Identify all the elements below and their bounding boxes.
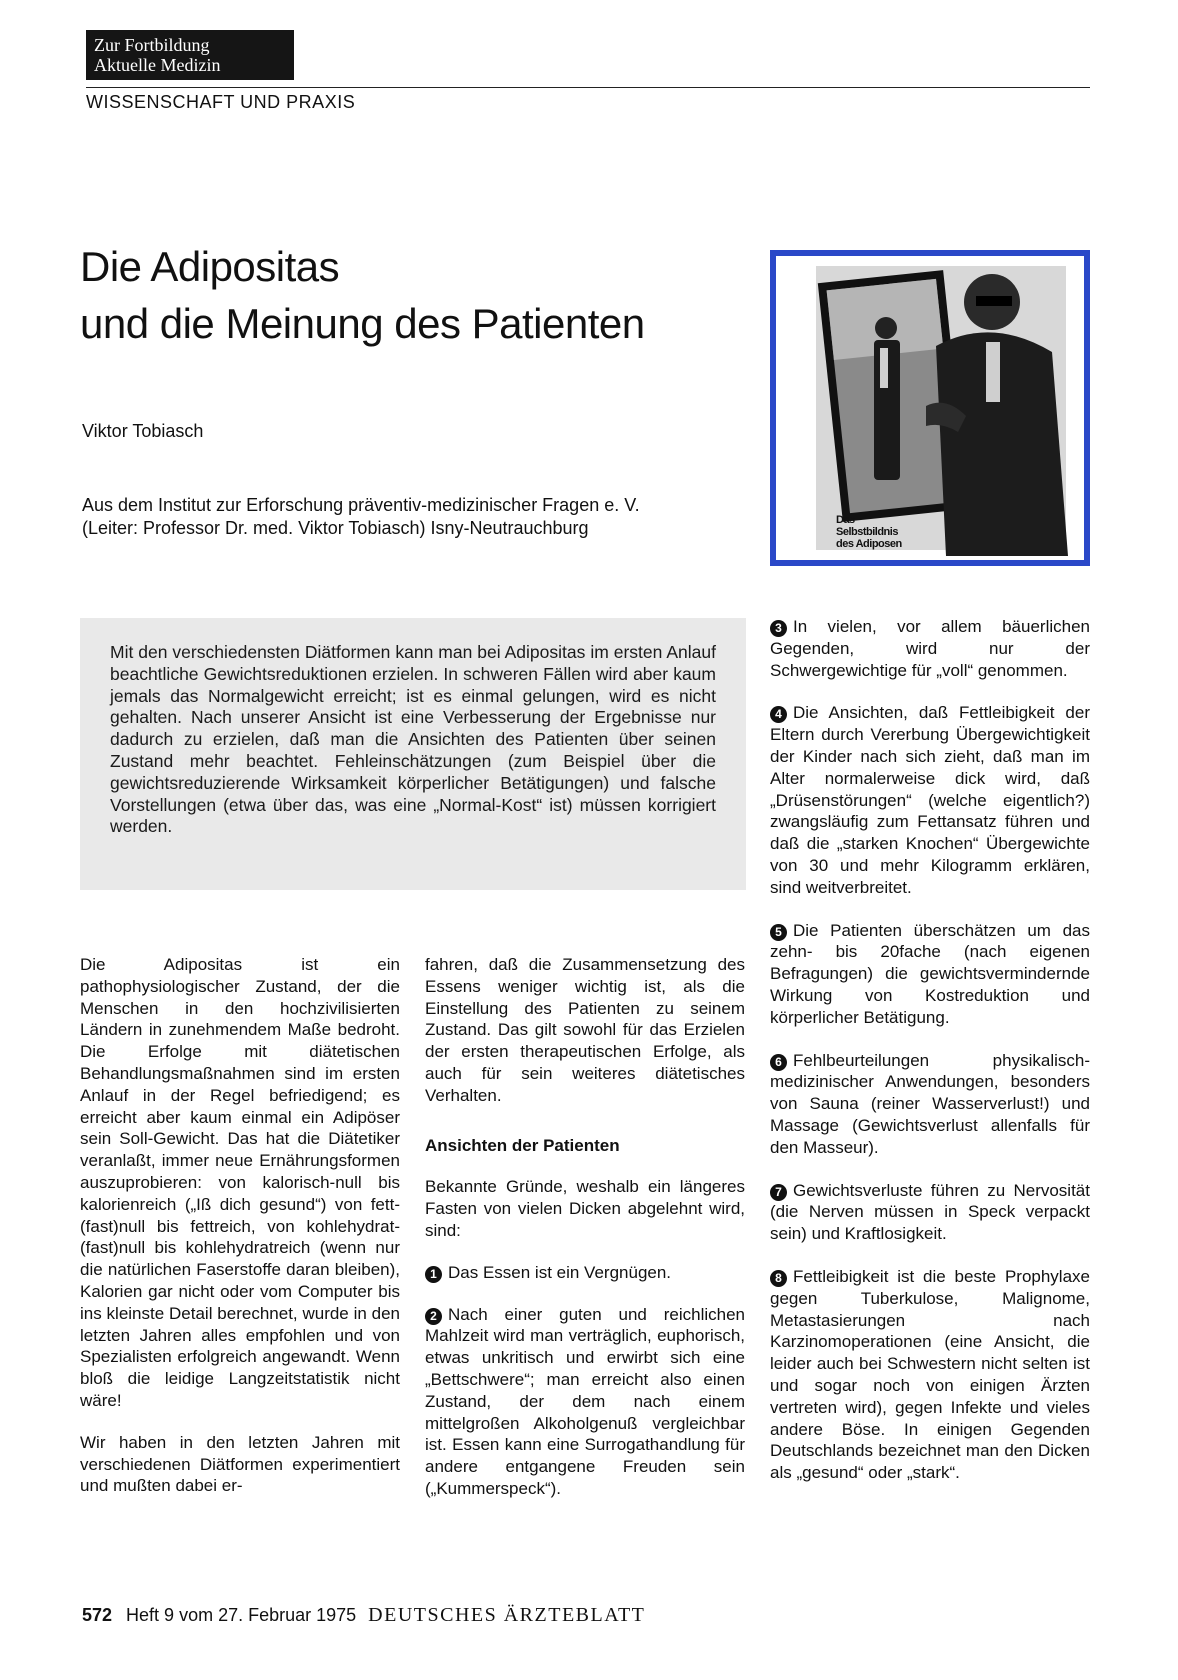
badge-line-1: Zur Fortbildung — [94, 35, 210, 55]
list-item-text: Gewichtsverluste führen zu Nervosität (die Nerven müssen in Speck verpackt sein) und Kraftlosigkeit. — [770, 1180, 1090, 1244]
author: Viktor Tobiasch — [82, 421, 204, 441]
header-rule — [86, 87, 1090, 88]
number-bullet-icon: 8 — [770, 1270, 787, 1287]
number-bullet-icon: 5 — [770, 924, 787, 941]
caption-line-1: Das Selbstbildnis — [836, 514, 898, 538]
list-item — [770, 1180, 1090, 1245]
body-column-1 — [80, 954, 400, 1517]
list-item — [770, 920, 1090, 1029]
section-badge — [86, 30, 294, 80]
photo-illustration — [776, 256, 1084, 560]
title-line-2: und die Meinung des Patienten — [80, 300, 645, 347]
body-column-3 — [770, 616, 1090, 1505]
article-title — [80, 238, 645, 352]
journal-name: DEUTSCHES ÄRZTEBLATT — [368, 1604, 646, 1626]
number-bullet-icon: 7 — [770, 1184, 787, 1201]
list-item-text: In vielen, vor allem bäuerlichen Gegenden, wird nur der Schwergewichtige für „voll“ genommen. — [770, 617, 1090, 680]
abstract-text: Mit den verschiedensten Diätformen kann man bei Adipositas im ersten Anlauf beachtliche Gewichtsreduktionen erzielen. In schweren Fällen wird aber kaum jemals das Normalgewicht erreicht; ist es einmal gelungen, wird es nicht gehalten. Nach unserer Ansicht ist eine Verbesserung der Ergebnisse nur dadurch zu erzielen, daß man die Ansichten des Patienten über seinen Zustand mehr beachtet. Fehleinschätzungen (zum Beispiel über die gewichtsreduzierende Wirksamkeit körperlicher Betätigungen) und falsche Vorstellungen (etwa über das, was eine „Normal-Kost“ ist) müssen korrigiert werden. — [110, 642, 716, 837]
number-bullet-icon: 1 — [425, 1266, 442, 1283]
list-item — [770, 1266, 1090, 1484]
affiliation-line-2: (Leiter: Professor Dr. med. Viktor Tobiasch) Isny-Neutrauchburg — [82, 518, 589, 538]
section-label: WISSENSCHAFT UND PRAXIS — [86, 92, 356, 112]
figure-caption — [836, 514, 916, 550]
paragraph: fahren, daß die Zusammensetzung des Essens weniger wichtig ist, als die Einstellung des Patienten zu seinem Zustand. Das gilt sowohl für das Erzielen der ersten therapeutischen Erfolge, als auch für sein weiteres diätetisches Verhalten. — [425, 955, 745, 1105]
number-bullet-icon: 2 — [425, 1308, 442, 1325]
list-item — [425, 1262, 745, 1284]
list-item-text: Die Ansichten, daß Fettleibigkeit der Eltern durch Vererbung Übergewichtigkeit der Kinder nach sich zieht, daß man im Alter normalerweise dick wird, daß „Drüsenstörungen“ (welche eigentlich?) zwangsläufig zum Fettansatz führen und daß die „starken Knochen“ Übergewichte von 30 und mehr Kilogramm erklären, sind weitverbreitet. — [770, 703, 1090, 897]
affiliation-line-1: Aus dem Institut zur Erforschung präventiv-medizinischer Fragen e. V. — [82, 495, 640, 515]
number-bullet-icon: 6 — [770, 1054, 787, 1071]
photo-figure — [770, 250, 1090, 566]
paragraph: Die Adipositas ist ein pathophysiologischer Zustand, der die Menschen in den hochzivilisierten Ländern in zunehmendem Maße bedroht. Die Erfolge mit diätetischen Behandlungsmaßnahmen sind im ersten Anlauf in der Regel befriedigend; es erreicht aber kaum einmal ein Adipöser sein Soll-Gewicht. Das hat die Diätetiker veranlaßt, immer neue Ernährungsformen auszuprobieren: von kalorisch-null bis kalorienreich („Iß dich gesund“) von fett-(fast)null bis fettreich, von kohlehydrat-(fast)null bis kohlehydratreich (wenn nur die natürlichen Faserstoffe daran bleiben), Kalorien gar nicht oder vom Computer bis ins kleinste Detail berechnet, wurde in den letzten Jahren alles empfohlen und von Spezialisten erfolgreich angewandt. Wenn bloß die leidige Langzeitstatistik nicht wäre! — [80, 955, 400, 1410]
page-number: 572 — [82, 1605, 113, 1625]
issue-info: Heft 9 vom 27. Februar 1975 — [126, 1605, 357, 1625]
paragraph: Bekannte Gründe, weshalb ein längeres Fasten von vielen Dicken abgelehnt wird, sind: — [425, 1177, 745, 1240]
number-bullet-icon: 4 — [770, 706, 787, 723]
list-item-text: Das Essen ist ein Vergnügen. — [448, 1262, 672, 1282]
list-item-text: Fehlbeurteilungen physikalisch-medizinischer Anwendungen, besonders von Sauna (reiner Wasserverlust!) und Massage (Gewichtsverlust allenfalls für den Masseur). — [770, 1050, 1090, 1157]
abstract-box — [80, 618, 746, 890]
caption-line-2: des Adiposen — [836, 538, 902, 550]
badge-line-2: Aktuelle Medizin — [94, 55, 221, 75]
list-item-text: Nach einer guten und reichlichen Mahlzeit wird man verträglich, euphorisch, etwas unkritisch und erwirbt sich eine „Bettschwere“; man erreicht also einen Zustand, der dem nach einem mittelgroßen Alkoholgenuß vergleichbar ist. Essen kann eine Surrogathandlung für andere entgangene Freuden sein („Kummerspeck“). — [425, 1304, 745, 1498]
number-bullet-icon: 3 — [770, 620, 787, 637]
list-item-text: Fettleibigkeit ist die beste Prophylaxe gegen Tuberkulose, Malignome, Metastasierungen nach Karzinomoperationen (eine Ansicht, die leider auch bei Schwestern nicht selten ist und sogar noch von einigen Ärzten vertreten wird), gegen Infekte und vieles andere Böse. In einigen Gegenden Deutschlands bezeichnet man den Dicken als „gesund“ oder „stark“. — [770, 1266, 1090, 1483]
list-item — [770, 616, 1090, 681]
affiliation — [82, 494, 640, 540]
paragraph: Wir haben in den letzten Jahren mit verschiedenen Diätformen experimentiert und mußten dabei er- — [80, 1432, 400, 1496]
list-item-text: Die Patienten überschätzen um das zehn- bis 20fache (nach eigenen Befragungen) die gewichtsvermindernde Wirkung von Kostreduktion und körperlicher Betätigung. — [770, 920, 1090, 1027]
list-item — [770, 702, 1090, 898]
list-item — [425, 1304, 745, 1500]
title-line-1: Die Adipositas — [80, 243, 340, 290]
subheading: Ansichten der Patienten — [425, 1135, 620, 1155]
list-item — [770, 1050, 1090, 1159]
body-column-2 — [425, 954, 745, 1520]
page-footer — [82, 1604, 645, 1627]
